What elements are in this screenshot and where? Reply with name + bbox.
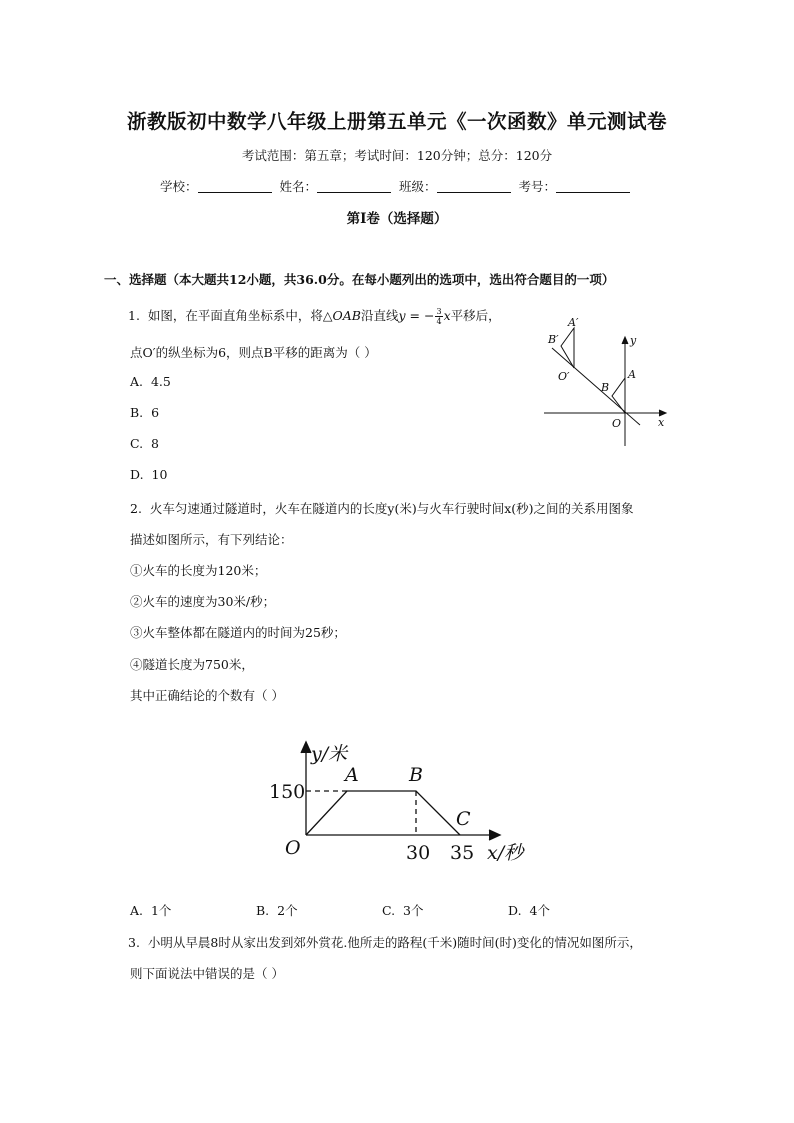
q1-label-a-prime: A′ [568, 316, 579, 329]
q1-text-b: 沿直线 [360, 308, 399, 323]
q2-point-b: B [409, 764, 423, 786]
q1-label-b: B [601, 381, 610, 394]
q1-frac-den: 4 [436, 317, 442, 326]
q1-option-d-letter: D. [130, 467, 144, 482]
q2-x-arrow [489, 830, 500, 840]
q1-frac-num: 3 [436, 307, 442, 316]
q1-option-c-text: 8 [151, 436, 159, 451]
q2-point-o: O [285, 837, 301, 859]
q2-statement-2: ②火车的速度为30米/秒； [130, 594, 276, 609]
field-class-blank[interactable] [437, 180, 511, 193]
q1-option-a-letter: A. [130, 374, 144, 389]
q2-number: 2. [130, 501, 142, 516]
q1-label-y: y [630, 334, 637, 347]
page-title: 浙教版初中数学八年级上册第五单元《一次函数》单元测试卷 [126, 110, 667, 133]
q2-option-d-text: 4个 [529, 903, 550, 918]
q1-stem-line2: 点O′的纵坐标为6，则点B平移的距离为（ ） [130, 345, 377, 360]
q2-y-arrow [301, 742, 311, 753]
q2-statement-3: ③火车整体都在隧道内的时间为25秒； [130, 625, 346, 640]
q3-stem-line1 [128, 933, 642, 951]
q2-x-label: x/秒 [487, 842, 524, 864]
q1-option-b[interactable] [130, 405, 159, 420]
q1-label-x: x [658, 416, 665, 429]
q1-coordinate-figure [540, 310, 680, 450]
q1-label-a: A [628, 368, 636, 381]
q1-option-c-letter: C. [130, 436, 144, 451]
q2-statement-1: ①火车的长度为120米； [130, 563, 267, 578]
q1-triangle: △OAB [322, 308, 361, 323]
q2-question: 其中正确结论的个数有（ ） [130, 688, 284, 703]
section-label: 一、选择题 [104, 272, 167, 287]
section-desc: （本大题共12小题，共36.0分。在每小题列出的选项中，选出符合题目的一项） [166, 272, 615, 287]
q2-point-a: A [345, 764, 359, 786]
q1-stem-line1 [128, 306, 501, 326]
part-title: 第I卷（选择题） [346, 211, 448, 227]
q1-option-a[interactable] [130, 374, 171, 389]
q2-stem-line1 [130, 499, 634, 517]
q2-option-c-letter: C. [382, 903, 396, 918]
q1-option-c[interactable] [130, 436, 159, 451]
q2-option-b-letter: B. [256, 903, 270, 918]
q1-option-d[interactable] [130, 467, 167, 482]
q2-option-b-text: 2个 [277, 903, 298, 918]
q1-option-d-text: 10 [151, 467, 168, 482]
q2-x-tick-35: 35 [450, 842, 475, 864]
q2-graph [265, 735, 530, 870]
q2-data-line [306, 791, 460, 835]
field-name-blank[interactable] [317, 180, 391, 193]
q1-number: 1. [128, 308, 140, 323]
q2-option-c[interactable] [382, 901, 424, 919]
q1-option-b-letter: B. [130, 405, 144, 420]
q2-option-a-letter: A. [130, 903, 144, 918]
q2-option-a-text: 1个 [150, 903, 172, 918]
q2-option-a[interactable] [130, 901, 171, 919]
q1-triangle-oab [612, 378, 625, 413]
q2-option-d[interactable] [508, 901, 550, 919]
q2-x-tick-30: 30 [406, 842, 431, 864]
field-id-label: 考号： [518, 179, 556, 194]
q2-stem-line2: 描述如图所示，有下列结论： [130, 532, 293, 547]
student-fields [0, 177, 794, 195]
q2-option-c-text: 3个 [403, 903, 424, 918]
q2-option-d-letter: D. [508, 903, 522, 918]
q1-option-a-text: 4.5 [150, 374, 171, 389]
q2-option-b[interactable] [256, 901, 298, 919]
field-id-blank[interactable] [556, 180, 630, 193]
q1-fraction [435, 307, 442, 326]
q3-stem-line2: 则下面说法中错误的是（ ） [130, 966, 284, 981]
q3-number: 3. [128, 935, 140, 950]
q1-label-o-prime: O′ [558, 370, 570, 383]
q1-option-b-text: 6 [151, 405, 160, 420]
q2-point-c: C [456, 808, 471, 830]
q1-text-a: 如图，在平面直角坐标系中，将 [147, 308, 323, 323]
q2-statement-4: ④隧道长度为750米， [130, 657, 254, 672]
q2-line1: 火车匀速通过隧道时，火车在隧道内的长度y(米)与火车行驶时间x(秒)之间的关系用图象 [149, 501, 634, 516]
q2-y-label: y/米 [311, 743, 348, 765]
q1-text-c: 平移后， [450, 308, 501, 323]
q1-eq-lhs: y = − [398, 308, 435, 323]
q1-label-o: O [612, 417, 622, 430]
field-school-label: 学校： [159, 179, 198, 194]
q2-y-tick-150: 150 [269, 781, 306, 803]
field-school-blank[interactable] [198, 180, 272, 193]
field-name-label: 姓名： [279, 179, 317, 194]
exam-info: 考试范围：第五章；考试时间：120分钟；总分：120分 [241, 148, 553, 163]
q3-line1: 小明从早晨8时从家出发到郊外赏花.他所走的路程(千米)随时间(时)变化的情况如图所示， [147, 935, 642, 950]
section-header [104, 270, 614, 288]
q1-label-b-prime: B′ [548, 333, 559, 346]
field-class-label: 班级： [398, 179, 437, 194]
q1-y-arrow [622, 337, 628, 344]
q1-eq-var: x [443, 308, 451, 323]
